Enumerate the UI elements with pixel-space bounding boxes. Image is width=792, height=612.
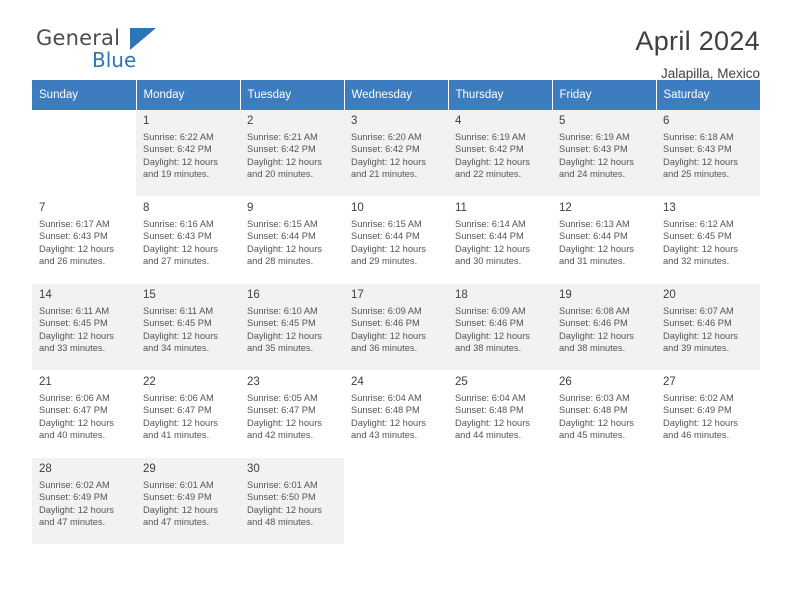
day-number: 11: [455, 202, 467, 214]
calendar-day-29[interactable]: [136, 458, 240, 544]
day-detail-line: Sunrise: 6:18 AM: [663, 132, 734, 142]
day-number: 27: [663, 376, 676, 388]
day-detail-line: Daylight: 12 hours: [143, 330, 218, 341]
day-detail-line: Sunset: 6:47 PM: [143, 405, 212, 416]
calendar-day-20[interactable]: [656, 284, 760, 370]
calendar-cell: [448, 284, 552, 371]
calendar-cell: [136, 458, 240, 545]
calendar-cell: [240, 371, 344, 458]
calendar-week-row: [32, 110, 760, 197]
day-details: [351, 131, 441, 181]
weekday-header-sunday: Sunday: [32, 80, 136, 110]
day-details: [39, 218, 129, 268]
calendar-day-21[interactable]: [32, 371, 136, 457]
day-detail-line: and 35 minutes.: [247, 343, 314, 354]
calendar-day-9[interactable]: [240, 197, 344, 283]
day-detail-line: Daylight: 12 hours: [39, 504, 114, 515]
calendar-cell: [32, 110, 136, 197]
calendar-day-10[interactable]: [344, 197, 448, 283]
calendar-cell: [136, 110, 240, 197]
calendar-cell: [32, 284, 136, 371]
day-detail-line: Daylight: 12 hours: [351, 330, 426, 341]
day-details: [143, 479, 233, 529]
day-number: 7: [39, 202, 46, 214]
day-detail-line: and 38 minutes.: [559, 343, 626, 354]
calendar-cell: [240, 284, 344, 371]
day-details: [351, 218, 441, 268]
calendar-day-4[interactable]: [448, 110, 552, 196]
day-detail-line: Sunset: 6:43 PM: [663, 144, 732, 155]
calendar-cell: [240, 197, 344, 284]
day-number: 9: [247, 202, 254, 214]
day-detail-line: Sunrise: 6:04 AM: [351, 393, 422, 403]
day-details: [247, 392, 337, 442]
calendar-cell: [344, 371, 448, 458]
day-number: 23: [247, 376, 260, 388]
calendar-cell: [136, 371, 240, 458]
calendar-cell: [344, 458, 448, 545]
weekday-header-wednesday: Wednesday: [344, 80, 448, 110]
calendar-day-16[interactable]: [240, 284, 344, 370]
day-number: 29: [143, 463, 156, 475]
day-details: [455, 305, 545, 355]
day-detail-line: Sunrise: 6:02 AM: [39, 480, 110, 490]
day-details: [663, 392, 753, 442]
calendar-day-6[interactable]: [656, 110, 760, 196]
logo: [32, 26, 222, 78]
calendar-table: [32, 80, 760, 545]
day-detail-line: Sunrise: 6:07 AM: [663, 306, 734, 316]
day-number: 2: [247, 115, 254, 127]
day-detail-line: Daylight: 12 hours: [247, 156, 322, 167]
day-detail-line: Daylight: 12 hours: [39, 330, 114, 341]
day-detail-line: Daylight: 12 hours: [663, 156, 738, 167]
day-details: [663, 131, 753, 181]
calendar-cell-empty: [656, 458, 760, 544]
calendar-day-15[interactable]: [136, 284, 240, 370]
day-detail-line: Sunrise: 6:12 AM: [663, 219, 734, 229]
logo-blue-text: Blue: [92, 48, 137, 72]
day-detail-line: Sunset: 6:47 PM: [39, 405, 108, 416]
day-detail-line: Daylight: 12 hours: [143, 417, 218, 428]
calendar-cell: [656, 110, 760, 197]
day-detail-line: Sunrise: 6:17 AM: [39, 219, 110, 229]
day-detail-line: and 26 minutes.: [39, 256, 106, 267]
day-number: 15: [143, 289, 156, 301]
day-detail-line: and 20 minutes.: [247, 169, 314, 180]
weekday-header-friday: Friday: [552, 80, 656, 110]
day-number: 6: [663, 115, 670, 127]
day-details: [559, 305, 649, 355]
day-detail-line: and 42 minutes.: [247, 430, 314, 441]
calendar-cell-empty: [552, 458, 656, 544]
day-detail-line: Sunset: 6:46 PM: [455, 318, 524, 329]
weekday-header-saturday: Saturday: [656, 80, 760, 110]
day-details: [559, 392, 649, 442]
day-detail-line: Sunset: 6:42 PM: [455, 144, 524, 155]
day-detail-line: Sunset: 6:42 PM: [143, 144, 212, 155]
calendar-day-5[interactable]: [552, 110, 656, 196]
day-detail-line: Daylight: 12 hours: [39, 417, 114, 428]
day-detail-line: Sunset: 6:43 PM: [143, 231, 212, 242]
calendar-cell: [136, 284, 240, 371]
day-detail-line: Sunrise: 6:10 AM: [247, 306, 318, 316]
triangle-icon: [130, 28, 156, 50]
day-detail-line: Daylight: 12 hours: [663, 330, 738, 341]
day-detail-line: Sunrise: 6:09 AM: [455, 306, 526, 316]
calendar-cell: [552, 110, 656, 197]
day-detail-line: Sunrise: 6:19 AM: [455, 132, 526, 142]
day-detail-line: Daylight: 12 hours: [247, 504, 322, 515]
calendar-cell: [448, 371, 552, 458]
calendar-cell: [656, 197, 760, 284]
day-number: 17: [351, 289, 364, 301]
day-detail-line: Sunset: 6:46 PM: [559, 318, 628, 329]
day-detail-line: Daylight: 12 hours: [559, 330, 634, 341]
day-details: [663, 305, 753, 355]
calendar-day-26[interactable]: [552, 371, 656, 457]
day-detail-line: and 47 minutes.: [143, 517, 210, 528]
calendar-cell: [552, 197, 656, 284]
day-detail-line: Sunrise: 6:15 AM: [351, 219, 422, 229]
day-detail-line: and 29 minutes.: [351, 256, 418, 267]
day-number: 5: [559, 115, 566, 127]
day-detail-line: Sunrise: 6:19 AM: [559, 132, 630, 142]
day-detail-line: Sunrise: 6:15 AM: [247, 219, 318, 229]
calendar-week-row: [32, 284, 760, 371]
calendar-cell: [240, 110, 344, 197]
day-detail-line: and 48 minutes.: [247, 517, 314, 528]
day-details: [39, 305, 129, 355]
day-detail-line: Sunset: 6:48 PM: [455, 405, 524, 416]
day-number: 26: [559, 376, 572, 388]
day-detail-line: Sunset: 6:43 PM: [559, 144, 628, 155]
calendar-week-row: [32, 458, 760, 545]
day-detail-line: Daylight: 12 hours: [247, 243, 322, 254]
day-detail-line: Daylight: 12 hours: [455, 330, 530, 341]
page-title: April 2024: [635, 26, 760, 56]
calendar-cell: [552, 284, 656, 371]
day-details: [455, 218, 545, 268]
calendar-day-22[interactable]: [136, 371, 240, 457]
day-detail-line: Sunrise: 6:11 AM: [39, 306, 110, 316]
day-detail-line: Sunrise: 6:04 AM: [455, 393, 526, 403]
day-number: 21: [39, 376, 52, 388]
day-detail-line: and 19 minutes.: [143, 169, 210, 180]
day-detail-line: Sunset: 6:43 PM: [39, 231, 108, 242]
day-details: [247, 479, 337, 529]
location-subtitle: Jalapilla, Mexico: [660, 66, 760, 81]
day-details: [559, 131, 649, 181]
day-detail-line: Sunset: 6:48 PM: [351, 405, 420, 416]
day-detail-line: Sunrise: 6:08 AM: [559, 306, 630, 316]
day-details: [39, 479, 129, 529]
calendar-cell: [344, 197, 448, 284]
calendar-day-25[interactable]: [448, 371, 552, 457]
day-details: [247, 305, 337, 355]
day-details: [351, 305, 441, 355]
day-detail-line: Daylight: 12 hours: [351, 156, 426, 167]
day-number: 4: [455, 115, 462, 127]
calendar-cell: [552, 371, 656, 458]
day-detail-line: Sunset: 6:49 PM: [663, 405, 732, 416]
day-details: [455, 392, 545, 442]
day-detail-line: Sunset: 6:45 PM: [143, 318, 212, 329]
calendar-day-7[interactable]: [32, 197, 136, 283]
day-number: 25: [455, 376, 468, 388]
day-detail-line: Sunset: 6:50 PM: [247, 492, 316, 503]
calendar-day-11[interactable]: [448, 197, 552, 283]
calendar-day-8[interactable]: [136, 197, 240, 283]
day-detail-line: Sunrise: 6:11 AM: [143, 306, 214, 316]
calendar-cell: [32, 197, 136, 284]
logo-general-text: General: [36, 26, 121, 50]
calendar-cell: [656, 458, 760, 545]
day-detail-line: Daylight: 12 hours: [559, 417, 634, 428]
day-number: 30: [247, 463, 260, 475]
calendar-cell: [32, 458, 136, 545]
day-number: 13: [663, 202, 676, 214]
calendar-cell-empty: [344, 458, 448, 544]
calendar-day-30[interactable]: [240, 458, 344, 544]
calendar-day-14[interactable]: [32, 284, 136, 370]
calendar-cell: [656, 371, 760, 458]
day-detail-line: Sunset: 6:45 PM: [39, 318, 108, 329]
day-number: 22: [143, 376, 156, 388]
weekday-header-row: [32, 80, 760, 110]
day-detail-line: Daylight: 12 hours: [143, 156, 218, 167]
calendar-day-19[interactable]: [552, 284, 656, 370]
calendar-cell-empty: [448, 458, 552, 544]
weekday-header-thursday: Thursday: [448, 80, 552, 110]
day-detail-line: Daylight: 12 hours: [247, 330, 322, 341]
day-number: 19: [559, 289, 572, 301]
day-detail-line: Sunset: 6:49 PM: [143, 492, 212, 503]
day-detail-line: and 36 minutes.: [351, 343, 418, 354]
day-detail-line: Sunrise: 6:01 AM: [247, 480, 318, 490]
day-detail-line: and 32 minutes.: [663, 256, 730, 267]
day-number: 24: [351, 376, 364, 388]
day-number: 8: [143, 202, 150, 214]
day-detail-line: Sunrise: 6:02 AM: [663, 393, 734, 403]
calendar-body: [32, 110, 760, 545]
day-number: 16: [247, 289, 260, 301]
day-detail-line: and 21 minutes.: [351, 169, 418, 180]
calendar-day-24[interactable]: [344, 371, 448, 457]
day-detail-line: Sunset: 6:44 PM: [559, 231, 628, 242]
day-detail-line: and 39 minutes.: [663, 343, 730, 354]
day-details: [663, 218, 753, 268]
day-detail-line: and 22 minutes.: [455, 169, 522, 180]
day-number: 3: [351, 115, 358, 127]
calendar-day-12[interactable]: [552, 197, 656, 283]
day-detail-line: Sunrise: 6:06 AM: [39, 393, 110, 403]
day-detail-line: and 33 minutes.: [39, 343, 106, 354]
day-details: [143, 131, 233, 181]
day-number: 1: [143, 115, 150, 127]
calendar-cell: [344, 284, 448, 371]
day-detail-line: Daylight: 12 hours: [559, 243, 634, 254]
day-detail-line: Daylight: 12 hours: [247, 417, 322, 428]
calendar-cell: [656, 284, 760, 371]
day-detail-line: and 38 minutes.: [455, 343, 522, 354]
day-detail-line: Daylight: 12 hours: [143, 504, 218, 515]
day-number: 12: [559, 202, 572, 214]
day-detail-line: Sunset: 6:44 PM: [247, 231, 316, 242]
day-detail-line: Sunrise: 6:03 AM: [559, 393, 630, 403]
day-detail-line: and 44 minutes.: [455, 430, 522, 441]
day-detail-line: and 43 minutes.: [351, 430, 418, 441]
title-block: [635, 26, 760, 82]
day-details: [559, 218, 649, 268]
day-detail-line: Sunset: 6:48 PM: [559, 405, 628, 416]
calendar-cell: [448, 458, 552, 545]
calendar-cell: [32, 371, 136, 458]
day-details: [143, 218, 233, 268]
day-detail-line: Sunset: 6:45 PM: [663, 231, 732, 242]
day-number: 28: [39, 463, 52, 475]
day-detail-line: Sunset: 6:44 PM: [351, 231, 420, 242]
day-detail-line: and 41 minutes.: [143, 430, 210, 441]
page-header: [32, 0, 760, 81]
day-detail-line: Sunrise: 6:06 AM: [143, 393, 214, 403]
calendar-cell: [136, 197, 240, 284]
day-detail-line: Daylight: 12 hours: [39, 243, 114, 254]
day-detail-line: Sunset: 6:47 PM: [247, 405, 316, 416]
day-detail-line: and 27 minutes.: [143, 256, 210, 267]
calendar-week-row: [32, 197, 760, 284]
day-detail-line: Daylight: 12 hours: [663, 243, 738, 254]
day-number: 20: [663, 289, 676, 301]
day-detail-line: Daylight: 12 hours: [559, 156, 634, 167]
day-detail-line: Daylight: 12 hours: [143, 243, 218, 254]
calendar-day-2[interactable]: [240, 110, 344, 196]
day-details: [39, 392, 129, 442]
day-detail-line: and 28 minutes.: [247, 256, 314, 267]
day-detail-line: Sunset: 6:42 PM: [351, 144, 420, 155]
calendar-cell: [448, 197, 552, 284]
calendar-day-13[interactable]: [656, 197, 760, 283]
day-details: [143, 305, 233, 355]
day-detail-line: and 47 minutes.: [39, 517, 106, 528]
day-detail-line: and 24 minutes.: [559, 169, 626, 180]
day-detail-line: Daylight: 12 hours: [351, 243, 426, 254]
calendar-week-row: [32, 371, 760, 458]
day-number: 14: [39, 289, 52, 301]
day-detail-line: Sunrise: 6:01 AM: [143, 480, 214, 490]
day-detail-line: Sunset: 6:45 PM: [247, 318, 316, 329]
day-detail-line: Sunrise: 6:22 AM: [143, 132, 214, 142]
calendar-cell: [240, 458, 344, 545]
calendar-day-3[interactable]: [344, 110, 448, 196]
day-detail-line: Sunrise: 6:21 AM: [247, 132, 318, 142]
day-detail-line: Daylight: 12 hours: [455, 156, 530, 167]
day-detail-line: Daylight: 12 hours: [663, 417, 738, 428]
day-details: [351, 392, 441, 442]
day-details: [247, 218, 337, 268]
day-detail-line: Daylight: 12 hours: [351, 417, 426, 428]
day-detail-line: and 46 minutes.: [663, 430, 730, 441]
day-detail-line: and 34 minutes.: [143, 343, 210, 354]
day-detail-line: and 45 minutes.: [559, 430, 626, 441]
day-detail-line: and 25 minutes.: [663, 169, 730, 180]
day-detail-line: Sunrise: 6:14 AM: [455, 219, 526, 229]
calendar-day-17[interactable]: [344, 284, 448, 370]
calendar-day-28[interactable]: [32, 458, 136, 544]
weekday-header-monday: Monday: [136, 80, 240, 110]
day-detail-line: Sunset: 6:44 PM: [455, 231, 524, 242]
day-detail-line: and 31 minutes.: [559, 256, 626, 267]
day-details: [455, 131, 545, 181]
calendar-cell-empty: [32, 110, 136, 196]
day-detail-line: Sunset: 6:46 PM: [663, 318, 732, 329]
day-number: 10: [351, 202, 364, 214]
weekday-header-tuesday: Tuesday: [240, 80, 344, 110]
day-detail-line: Daylight: 12 hours: [455, 417, 530, 428]
calendar-cell: [552, 458, 656, 545]
day-detail-line: Daylight: 12 hours: [455, 243, 530, 254]
calendar-cell: [448, 110, 552, 197]
day-details: [143, 392, 233, 442]
day-detail-line: Sunrise: 6:13 AM: [559, 219, 630, 229]
day-number: 18: [455, 289, 468, 301]
day-detail-line: and 40 minutes.: [39, 430, 106, 441]
day-detail-line: Sunrise: 6:09 AM: [351, 306, 422, 316]
day-details: [247, 131, 337, 181]
calendar-cell: [344, 110, 448, 197]
calendar-day-1[interactable]: [136, 110, 240, 196]
day-detail-line: Sunset: 6:49 PM: [39, 492, 108, 503]
day-detail-line: Sunset: 6:42 PM: [247, 144, 316, 155]
day-detail-line: and 30 minutes.: [455, 256, 522, 267]
calendar-day-23[interactable]: [240, 371, 344, 457]
day-detail-line: Sunrise: 6:20 AM: [351, 132, 422, 142]
day-detail-line: Sunrise: 6:16 AM: [143, 219, 214, 229]
day-detail-line: Sunset: 6:46 PM: [351, 318, 420, 329]
day-detail-line: Sunrise: 6:05 AM: [247, 393, 318, 403]
calendar-day-27[interactable]: [656, 371, 760, 457]
calendar-day-18[interactable]: [448, 284, 552, 370]
